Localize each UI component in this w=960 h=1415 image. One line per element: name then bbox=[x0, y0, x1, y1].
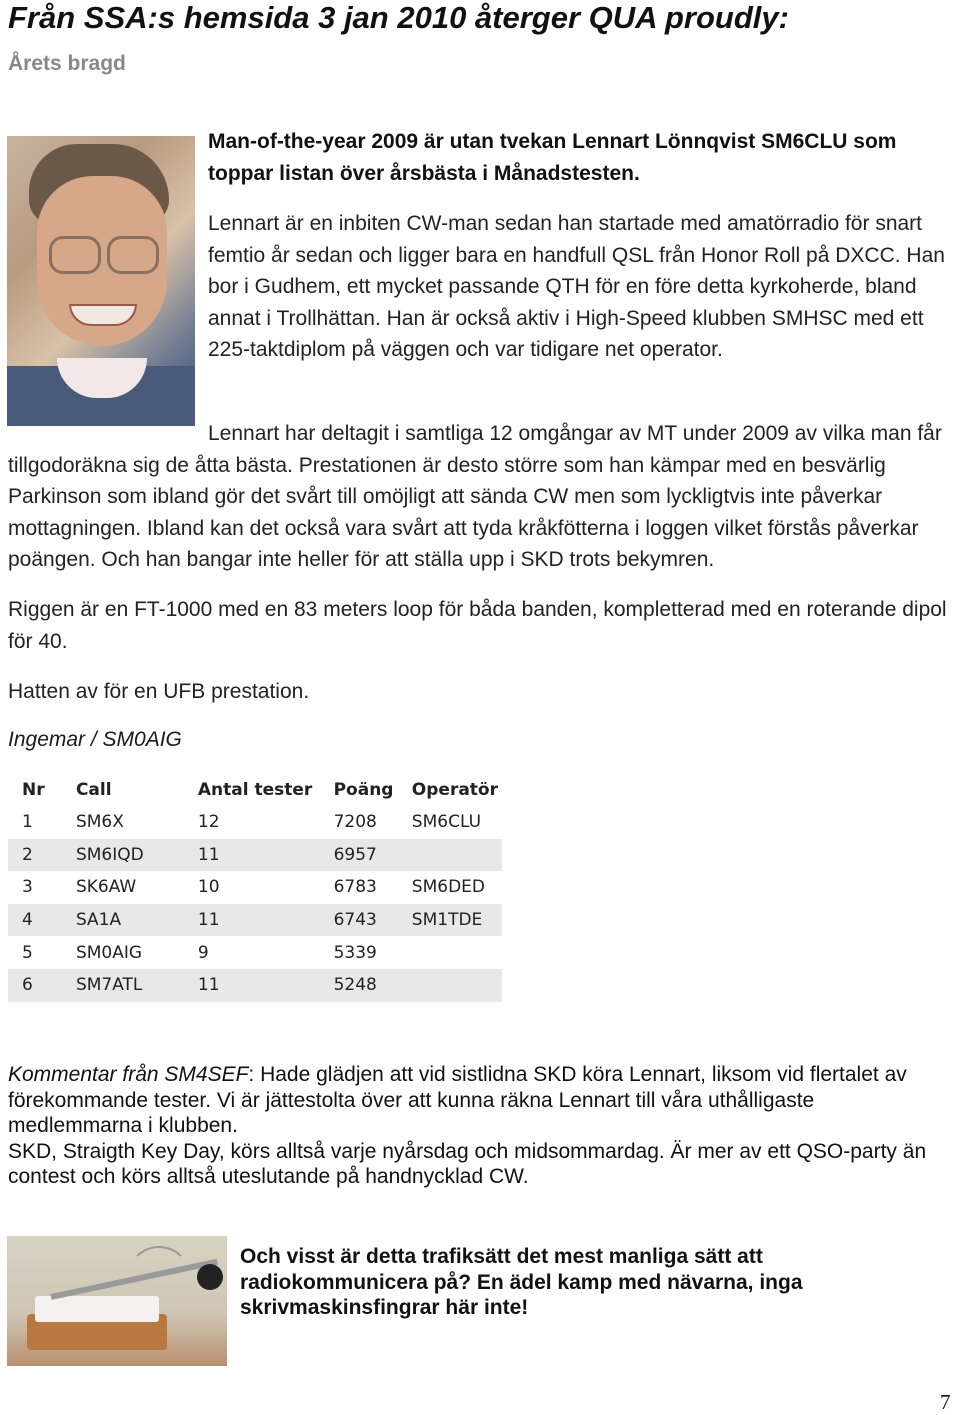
page-title: Från SSA:s hemsida 3 jan 2010 återger QUA proudly: bbox=[8, 0, 789, 35]
cell-poang: 6957 bbox=[330, 839, 408, 872]
cell-call: SA1A bbox=[72, 904, 194, 937]
cell-call: SM6IQD bbox=[72, 839, 194, 872]
header-operator: Operatör bbox=[411, 780, 498, 800]
header-call: Call bbox=[75, 780, 112, 800]
cell-call: SM0AIG bbox=[75, 942, 143, 963]
cell-operator: SM6DED bbox=[411, 877, 485, 898]
cell-call: SM6X bbox=[75, 812, 124, 833]
cell-poang: 7208 bbox=[333, 812, 377, 833]
header-nr: Nr bbox=[22, 780, 45, 800]
cell-nr: 3 bbox=[22, 877, 33, 898]
cell-antal: 12 bbox=[197, 812, 220, 833]
cell-operator: SM6CLU bbox=[411, 812, 482, 833]
cell-poang: 5339 bbox=[333, 942, 377, 963]
cell-nr: 2 bbox=[8, 839, 72, 872]
cell-nr: 1 bbox=[22, 812, 33, 833]
comment-label: Kommentar från SM4SEF bbox=[8, 1063, 249, 1086]
lead-paragraph: Man-of-the-year 2009 är utan tvekan Lennart Lönnqvist SM6CLU som toppar listan över årsbästa i Månadstesten. bbox=[208, 130, 897, 185]
section-subtitle: Årets bragd bbox=[8, 52, 126, 75]
cell-poang: 6783 bbox=[333, 877, 377, 898]
page-number: 7 bbox=[940, 1390, 951, 1414]
portrait-photo bbox=[7, 136, 195, 426]
paragraph-rig: Riggen är en FT-1000 med en 83 meters loop för båda banden, kompletterad med en roterande dipol för 40. bbox=[8, 598, 947, 653]
cell-nr: 5 bbox=[22, 942, 33, 963]
cell-antal: 11 bbox=[194, 969, 330, 1002]
results-table bbox=[8, 774, 502, 1002]
cell-operator: SM1TDE bbox=[408, 904, 502, 937]
cell-call: SM7ATL bbox=[72, 969, 194, 1002]
cell-call: SK6AW bbox=[75, 877, 137, 898]
table-header-row bbox=[8, 774, 502, 806]
morse-key-photo bbox=[7, 1236, 227, 1366]
cell-antal: 9 bbox=[197, 942, 209, 963]
signature: Ingemar / SM0AIG bbox=[8, 728, 182, 751]
paragraph-background: Lennart är en inbiten CW-man sedan han startade med amatörradio för snart femtio år sedan och ligger bara en handfull QSL från Honor Roll på DXCC. Han bor i Gudhem, ett mycket passande QTH för en före detta kyrkoherde, bland annat i Trollhättan. Han är också aktiv i High-Speed klubben SMHSC med ett 225-taktdiplom på väggen och var tidigare net operator. bbox=[208, 212, 945, 361]
cell-antal: 11 bbox=[194, 839, 330, 872]
comment-block bbox=[8, 1062, 952, 1190]
table-row bbox=[8, 806, 502, 839]
cell-poang: 5248 bbox=[330, 969, 408, 1002]
table-row bbox=[8, 904, 502, 937]
table-row bbox=[8, 969, 502, 1002]
header-poang: Poäng bbox=[333, 780, 394, 800]
table-row bbox=[8, 871, 502, 904]
cell-poang: 6743 bbox=[330, 904, 408, 937]
cell-operator bbox=[408, 936, 502, 969]
cell-operator bbox=[408, 839, 502, 872]
table-row bbox=[8, 839, 502, 872]
cell-nr: 4 bbox=[8, 904, 72, 937]
header-antal-tester: Antal tester bbox=[197, 780, 313, 800]
paragraph-hats-off: Hatten av för en UFB prestation. bbox=[8, 680, 310, 703]
key-caption: Och visst är detta trafiksätt det mest manliga sätt att radiokommunicera på? En ädel kamp med nävarna, inga skrivmaskinsfingrar här inte! bbox=[240, 1245, 803, 1319]
cell-operator bbox=[408, 969, 502, 1002]
table-row bbox=[8, 936, 502, 969]
cell-nr: 6 bbox=[8, 969, 72, 1002]
cell-antal: 11 bbox=[194, 904, 330, 937]
paragraph-participation: Lennart har deltagit i samtliga 12 omgångar av MT under 2009 av vilka man får tillgodoräkna sig de åtta bästa. Prestationen är desto större som han kämpar med en besvärlig Parkinson som ibland gör det svårt till omöjligt att sända CW men som lyckligtvis inte påverkar mottagningen. Ibland kan det också vara svårt att tyda kråkfötterna i loggen vilket förstås påverkar poängen. Och han bangar inte heller för att ställa upp i SKD trots bekymren. bbox=[8, 422, 942, 571]
cell-antal: 10 bbox=[197, 877, 220, 898]
comment-skd: SKD, Straigth Key Day, körs alltså varje nyårsdag och midsommardag. Är mer av ett QSO-party än contest och körs alltså uteslutande på handnycklad CW. bbox=[8, 1139, 927, 1188]
comment-text: : Hade glädjen att vid sistlidna SKD köra Lennart, liksom vid flertalet av förekommande tester. Vi är jättestolta över att kunna räkna Lennart till våra uthålligaste medlemmarna i klubben. bbox=[8, 1063, 907, 1137]
